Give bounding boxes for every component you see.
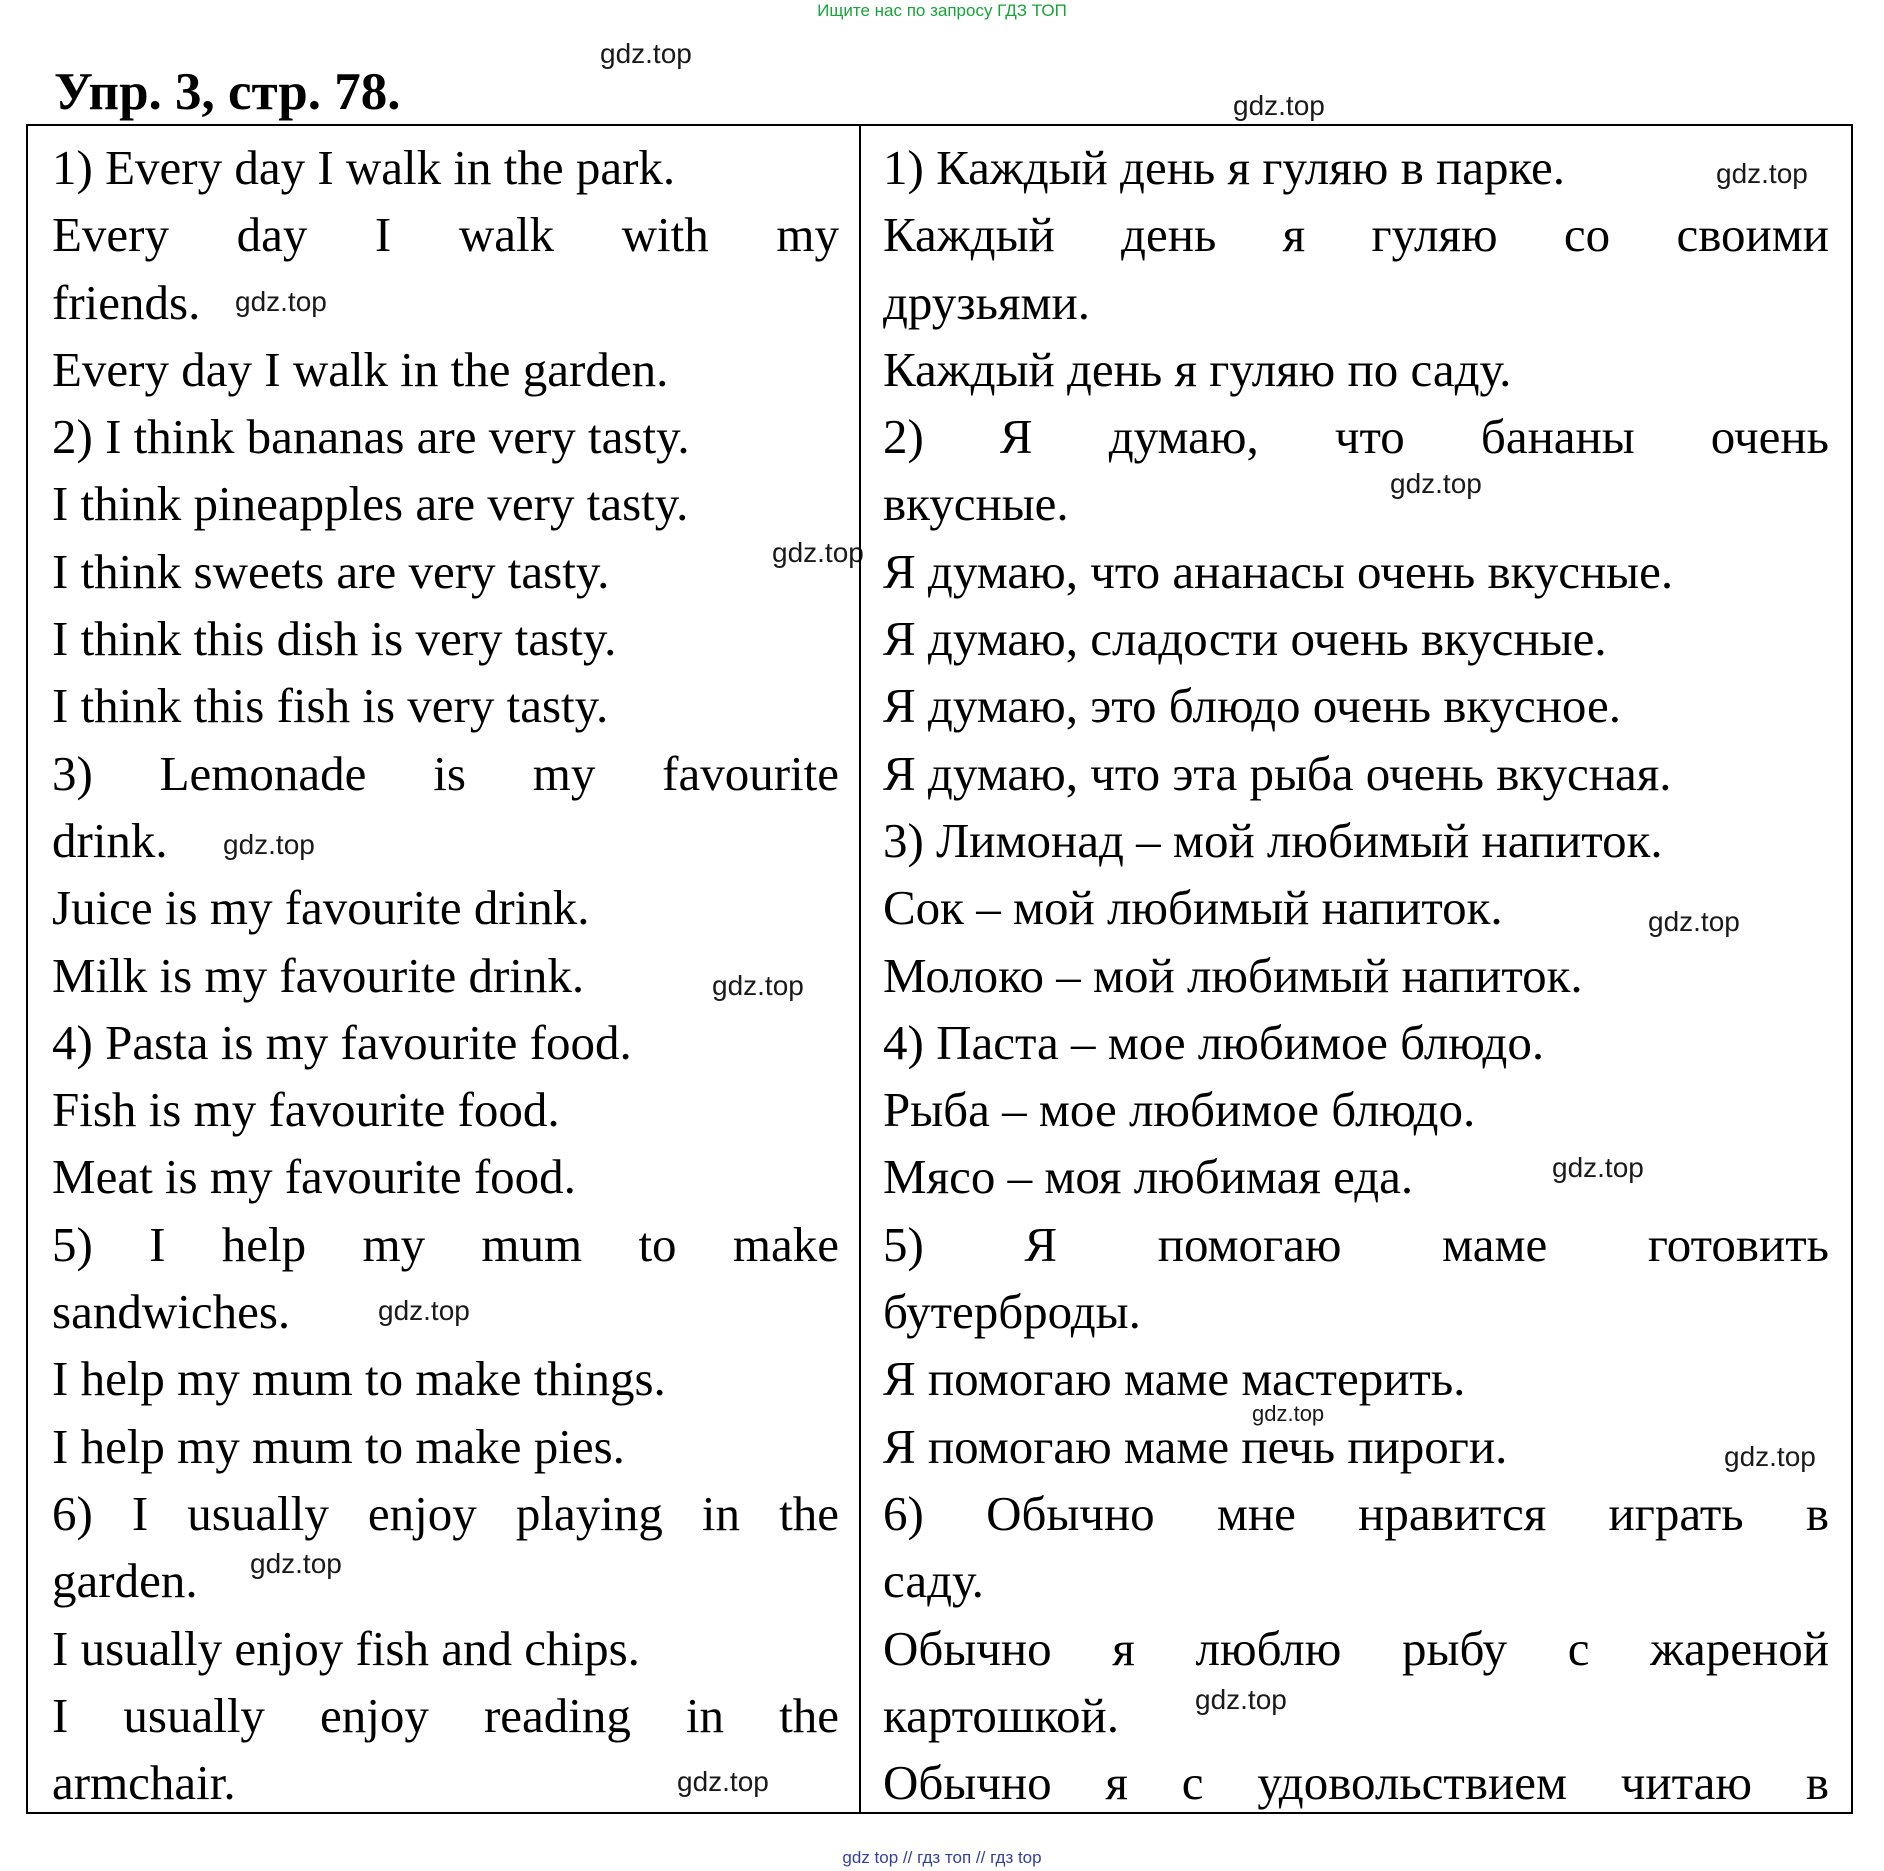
russian-line: 1) Каждый день я гуляю в парке. [883,140,1566,195]
english-line: friends. [52,274,201,330]
russian-line: Каждый день я гуляю со своими [883,207,1829,263]
russian-line: Рыба – мое любимое блюдо. [883,1082,1476,1138]
english-line: 5) I help my mum to make [52,1216,839,1272]
english-line: 4) Pasta is my favourite food. [52,1014,632,1070]
russian-line: 4) Паста – мое любимое блюдо. [883,1014,1545,1070]
english-line: I think this fish is very tasty. [52,678,609,734]
english-line: I usually enjoy reading in the [52,1687,839,1743]
english-line: I think pineapples are very tasty. [52,476,689,532]
footer-text: gdz top // гдз топ // гдз top [842,1848,1042,1867]
watermark: gdz.top [235,286,327,317]
watermark: gdz.top [1648,906,1740,937]
english-line: Milk is my favourite drink. [52,947,585,1003]
russian-line: друзьями. [883,274,1091,330]
english-line: garden. [52,1553,198,1609]
russian-line: саду. [883,1553,984,1609]
watermark: gdz.top [1716,158,1808,189]
russian-line: картошкой. [883,1687,1119,1743]
english-line: Fish is my favourite food. [52,1082,560,1138]
english-line: 1) Every day I walk in the park. [52,140,676,195]
russian-line: 3) Лимонад – мой любимый напиток. [883,812,1663,868]
english-line: drink. [52,812,168,868]
english-line: Every day I walk with my [52,207,839,263]
russian-column [861,126,1851,1812]
russian-line: Каждый день я гуляю по саду. [883,341,1512,397]
russian-line: Я думаю, что ананасы очень вкусные. [883,543,1674,599]
russian-line: Я думаю, что эта рыба очень вкусная. [883,745,1672,801]
watermark: gdz.top [223,829,315,860]
russian-line: 2) Я думаю, что бананы очень [883,409,1829,465]
watermark: gdz.top [1552,1152,1644,1183]
watermark: gdz.top [600,38,692,69]
watermark: gdz.top [378,1295,470,1326]
russian-line: 6) Обычно мне нравится играть в [883,1485,1829,1541]
watermark: gdz.top [677,1766,769,1797]
english-line: I think this dish is very tasty. [52,611,617,667]
watermark: gdz.top [712,970,804,1001]
russian-line: Обычно я люблю рыбу с жареной [883,1620,1829,1676]
english-line: I usually enjoy fish and chips. [52,1620,640,1676]
watermark: gdz.top [250,1548,342,1579]
english-line: I help my mum to make pies. [52,1418,625,1474]
watermark: gdz.top [1233,90,1325,121]
english-line: Juice is my favourite drink. [52,880,590,936]
top-banner: Ищите нас по запросу ГДЗ ТОП [817,1,1067,20]
watermark: gdz.top [1724,1441,1816,1472]
russian-line: Я думаю, это блюдо очень вкусное. [883,678,1622,734]
watermark: gdz.top [772,537,864,568]
english-line: sandwiches. [52,1284,291,1340]
russian-line: Сок – мой любимый напиток. [883,880,1503,936]
english-line: I think sweets are very tasty. [52,543,610,599]
watermark: gdz.top [1252,1401,1325,1426]
russian-line: Я думаю, сладости очень вкусные. [883,611,1607,667]
english-column [28,126,861,1812]
russian-line: 5) Я помогаю маме готовить [883,1216,1829,1272]
watermark: gdz.top [1195,1684,1287,1715]
russian-line: Я помогаю маме печь пироги. [883,1418,1508,1474]
russian-line: Молоко – мой любимый напиток. [883,947,1583,1003]
english-line: 6) I usually enjoy playing in the [52,1485,839,1541]
english-line: 2) I think bananas are very tasty. [52,409,690,465]
english-line: Every day I walk in the garden. [52,341,669,397]
english-line: I help my mum to make things. [52,1351,666,1407]
english-line: Meat is my favourite food. [52,1149,576,1205]
russian-line: вкусные. [883,476,1069,532]
page-title: Упр. 3, стр. 78. [54,63,401,121]
english-line: 3) Lemonade is my favourite [52,745,839,801]
watermark: gdz.top [1390,468,1482,499]
exercise-table [26,124,1853,1814]
russian-line: Мясо – моя любимая еда. [883,1149,1414,1205]
russian-line: Я помогаю маме мастерить. [883,1351,1466,1407]
english-line: armchair. [52,1755,236,1811]
russian-line: Обычно я с удовольствием читаю в [883,1755,1829,1811]
russian-line: бутерброды. [883,1284,1141,1340]
